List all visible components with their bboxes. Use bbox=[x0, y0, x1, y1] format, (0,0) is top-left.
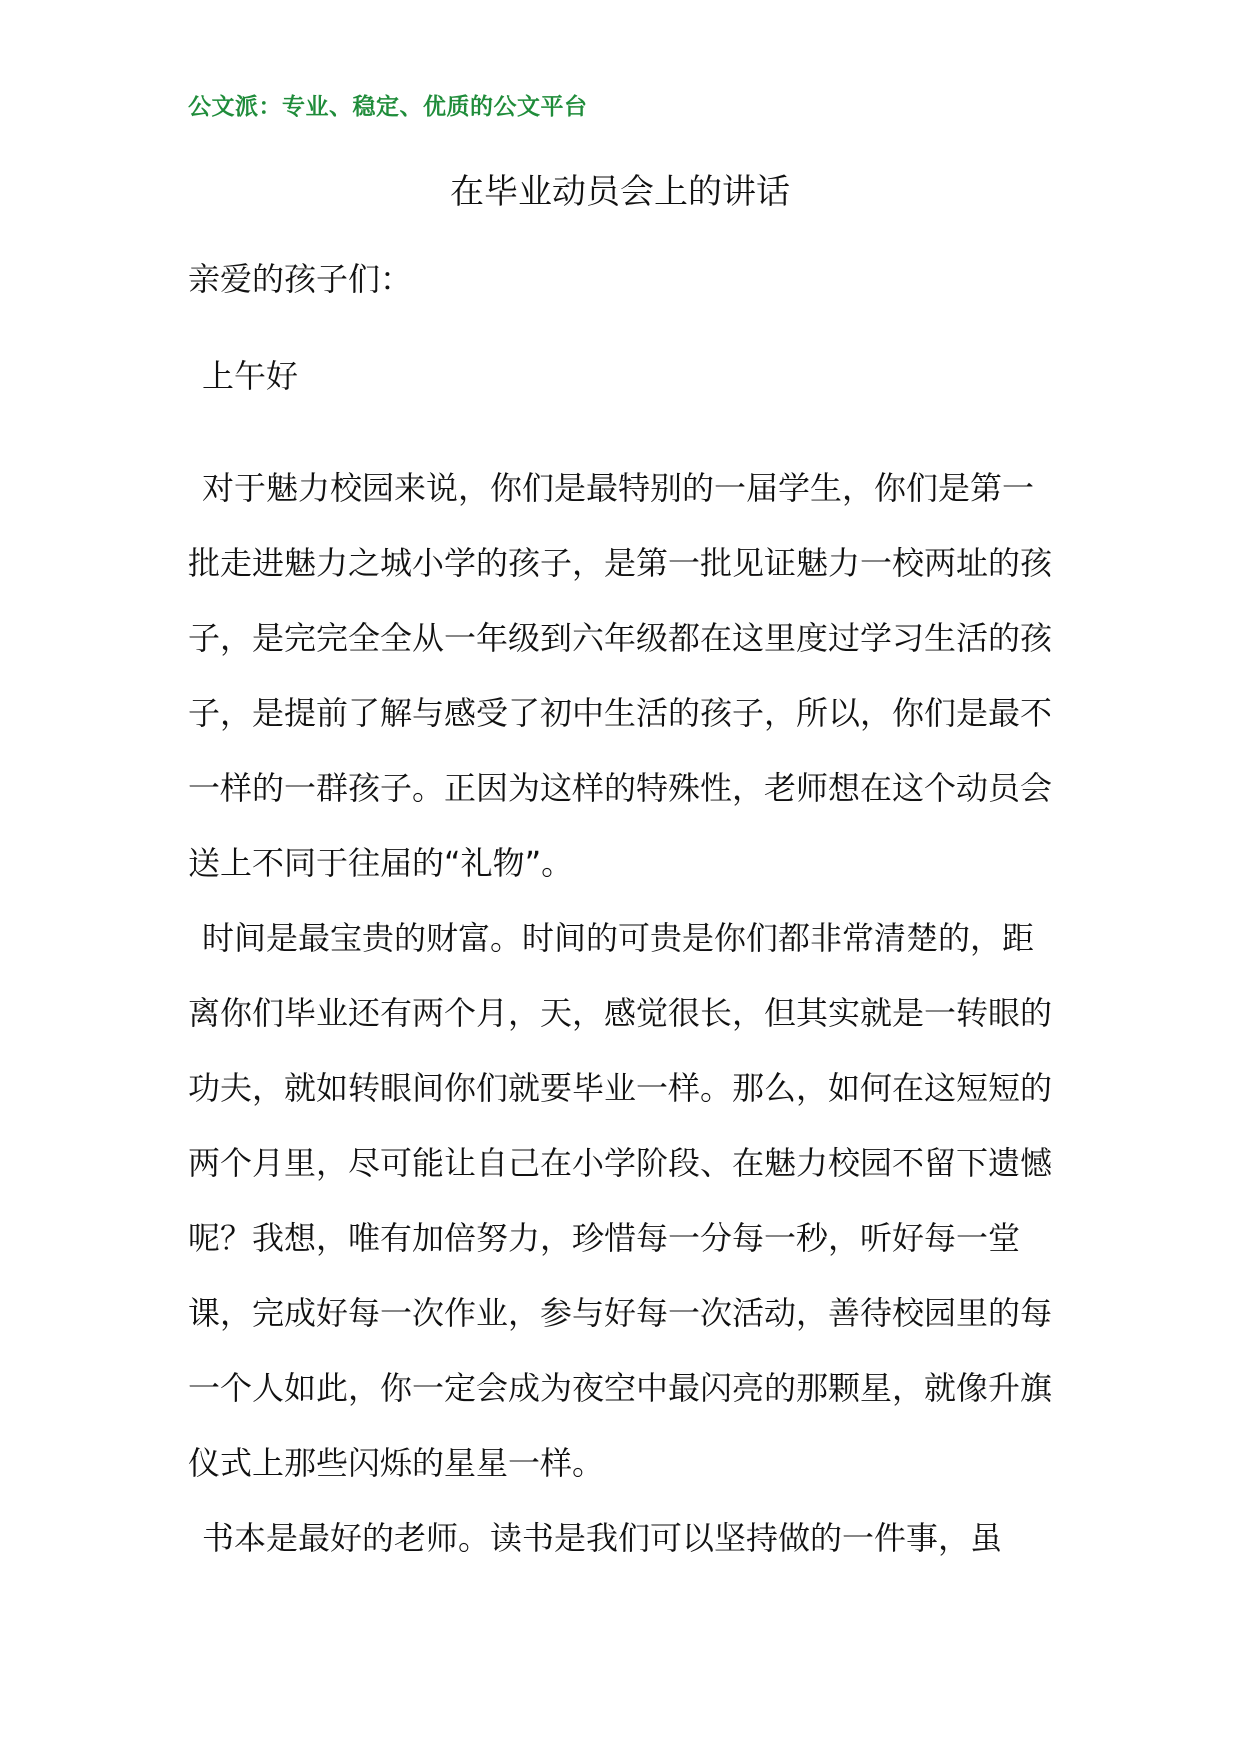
paragraph-3: 书本是最好的老师。读书是我们可以坚持做的一件事，虽 bbox=[202, 1519, 1003, 1557]
site-banner: 公文派：专业、稳定、优质的公文平台 bbox=[188, 94, 588, 120]
paragraph-1: 对于魅力校园来说，你们是最特别的一届学生，你们是第一批走进魅力之城小学的孩子，是第一批见证魅力一校两址的孩子，是完完全全从一年级到六年级都在这里度过学习生活的孩子，是提前了解与感受了初中生活的孩子，所以，你们是最不一样的一群孩子。正因为这样的特殊性，老师想在这个动员会送上不同于往届的“礼物”。 bbox=[188, 469, 1053, 882]
salutation: 亲爱的孩子们： bbox=[188, 260, 413, 298]
document-title: 在毕业动员会上的讲话 bbox=[450, 172, 790, 212]
paragraph-2: 时间是最宝贵的财富。时间的可贵是你们都非常清楚的，距离你们毕业还有两个月，天，感觉很长，但其实就是一转眼的功夫，就如转眼间你们就要毕业一样。那么，如何在这短短的两个月里，尽可能让自己在小学阶段、在魅力校园不留下遗憾呢？我想，唯有加倍努力，珍惜每一分每一秒，听好每一堂课，完成好每一次作业，参与好每一次活动，善待校园里的每一个人如此，你一定会成为夜空中最闪亮的那颗星，就像升旗仪式上那些闪烁的星星一样。 bbox=[188, 919, 1053, 1482]
greeting: 上午好 bbox=[202, 357, 299, 395]
